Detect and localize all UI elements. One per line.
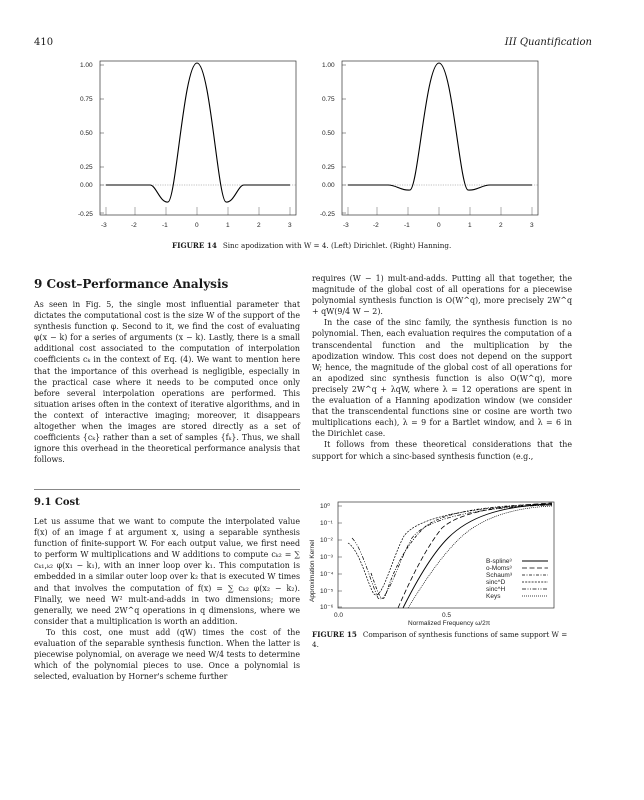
legend-entry: o-Moms³ bbox=[486, 565, 512, 572]
caption-label: FIGURE 14 bbox=[172, 241, 217, 250]
figure-15 bbox=[308, 498, 578, 626]
ytick-label: 1.00 bbox=[322, 62, 335, 69]
caption-label: FIGURE 15 bbox=[312, 630, 357, 639]
paragraph: It follows from these theoretical considerations that the support for which a sinc-based synthesis function (e.g., bbox=[312, 440, 572, 461]
ytick-label: 10⁰ bbox=[320, 503, 330, 510]
ytick-label: 10⁻³ bbox=[320, 554, 333, 561]
legend-entry: Keys bbox=[486, 593, 501, 600]
ytick-label: 1.00 bbox=[80, 62, 93, 69]
xtick-label: 3 bbox=[530, 222, 534, 229]
figure-14 bbox=[80, 55, 560, 235]
caption-text: Comparison of synthesis functions of same support W = 4. bbox=[312, 630, 568, 649]
ytick-label: 10⁻¹ bbox=[320, 520, 333, 527]
xtick-label: -3 bbox=[343, 222, 349, 229]
section-9-1-title: 9.1 Cost bbox=[34, 497, 80, 508]
figure-14-caption bbox=[172, 241, 592, 250]
paragraph: Let us assume that we want to compute the interpolated value f(x) of an image f at argument x, using a separable synthesis function of finite-support W. For each output value, we first need to perform W multiplications and W additions to compute cₖ₂ = ∑ cₖ₁,ₖ₂ φ(x₁ − k₁), with an inner loop over k₁. This computation is embedded in a similar outer loop over k₂ that is executed W times and that involves the computation of f(x) = ∑ cₖ₂ φ(x₂ − k₂). Finally, we need W² mult-and-adds in two dimensions; more generally, we need 2W^q operations in q dimensions, where we consider that a multiplication is worth an addition. bbox=[34, 517, 300, 626]
xtick-label: 0.0 bbox=[334, 612, 344, 619]
legend-entry: sinc^D bbox=[486, 579, 506, 586]
ytick-label: 10⁻⁶ bbox=[320, 604, 334, 611]
ytick-label: 0.75 bbox=[80, 96, 93, 103]
ytick-label: 0.50 bbox=[80, 130, 93, 137]
ytick-label: 0.00 bbox=[80, 182, 93, 189]
legend bbox=[484, 556, 550, 604]
paragraph: To this cost, one must add (qW) times the cost of the evaluation of the separable synthesis function. When the latter is piecewise polynomial, on average we need W/4 tests to determine which of the polynomial pieces to use. Once a polynomial is selected, evaluation by Horner's scheme further bbox=[34, 627, 300, 682]
right-column-body bbox=[312, 273, 572, 462]
x-axis-label: Normalized Frequency ω/2π bbox=[408, 620, 491, 627]
xtick-label: 1 bbox=[226, 222, 230, 229]
y-axis-label: Approximation Kernel bbox=[309, 539, 316, 602]
xtick-label: 1 bbox=[468, 222, 472, 229]
ytick-label: 0.00 bbox=[322, 182, 335, 189]
caption-text: Sinc apodization with W = 4. (Left) Dirichlet. (Right) Hanning. bbox=[222, 241, 452, 250]
xtick-label: 2 bbox=[257, 222, 261, 229]
ytick-label: 0.25 bbox=[322, 164, 335, 171]
ytick-label: 10⁻² bbox=[320, 537, 333, 544]
legend-entry: B-spline³ bbox=[486, 558, 512, 565]
ytick-label: 10⁻⁵ bbox=[320, 588, 334, 595]
xtick-label: -1 bbox=[162, 222, 168, 229]
running-title: III Quantification bbox=[504, 37, 592, 48]
paragraph: requires (W − 1) mult-and-adds. Putting all that together, the magnitude of the global cost of all operations for a piecewise polynomial synthesis function is O(W^q), more precisely 2W^q + qW(9/4 W − 2). bbox=[312, 274, 572, 317]
xtick-label: 3 bbox=[288, 222, 292, 229]
xtick-label: 0 bbox=[437, 222, 441, 229]
xtick-label: 0.5 bbox=[442, 612, 452, 619]
xtick-label: -3 bbox=[101, 222, 107, 229]
xtick-label: -1 bbox=[404, 222, 410, 229]
legend-entry: Schaum³ bbox=[486, 572, 513, 579]
page-number: 410 bbox=[34, 37, 54, 48]
section-9-title: 9 Cost–Performance Analysis bbox=[34, 277, 229, 291]
xtick-label: 2 bbox=[499, 222, 503, 229]
paragraph: In the case of the sinc family, the synthesis function is no polynomial. Then, each evaluation requires the computation of a transcendental function and the multiplication by the apodization window. This cost does not depend on the support W; hence, the magnitude of the global cost of all operations for an apodized sinc synthesis function is also O(W^q), more precisely 2W^q + λqW, where λ = 12 operations are spent in the evaluation of a Hanning apodization window (we consider that the transcendental functions sine or cosine are worth two multiplications each), λ = 9 for a Bartlet window, and λ = 6 in the Dirichlet case. bbox=[312, 318, 572, 439]
section-9-body bbox=[34, 299, 300, 465]
ytick-label: -0.25 bbox=[320, 211, 335, 218]
legend-entry: sinc^H bbox=[486, 586, 506, 593]
xtick-label: -2 bbox=[131, 222, 137, 229]
ytick-label: 0.25 bbox=[80, 164, 93, 171]
ytick-label: 0.50 bbox=[322, 130, 335, 137]
plot-right-hanning bbox=[320, 61, 538, 229]
paragraph: As seen in Fig. 5, the single most influential parameter that dictates the computational cost is the size W of the support of the synthesis function φ. Second to it, we find the cost of evaluating φ(x − k) for a series of arguments (x − k). Lastly, there is a small additional cost associated to the computation of interpolation coefficients cₖ in the context of Eq. (4). We want to mention here that the importance of this overhead is negligible, especially in the practical case where it needs to be computed once only before several interpolation operations are performed. This situation arises often in the context of iterative algorithms, and in the context of interactive imaging; moreover, it disappears altogether when the images are stored directly as a set of coefficients {cₖ} rather than a set of samples {fₖ}. Thus, we shall ignore this overhead in the theoretical performance analysis that follows. bbox=[34, 300, 300, 465]
ytick-label: 10⁻⁴ bbox=[320, 571, 334, 578]
divider bbox=[34, 489, 300, 490]
xtick-label: 0 bbox=[195, 222, 199, 229]
xtick-label: -2 bbox=[373, 222, 379, 229]
figure-15-caption bbox=[312, 630, 574, 650]
ytick-label: -0.25 bbox=[78, 211, 93, 218]
plot-left-dirichlet bbox=[78, 61, 296, 229]
ytick-label: 0.75 bbox=[322, 96, 335, 103]
section-9-1-body bbox=[34, 516, 300, 682]
